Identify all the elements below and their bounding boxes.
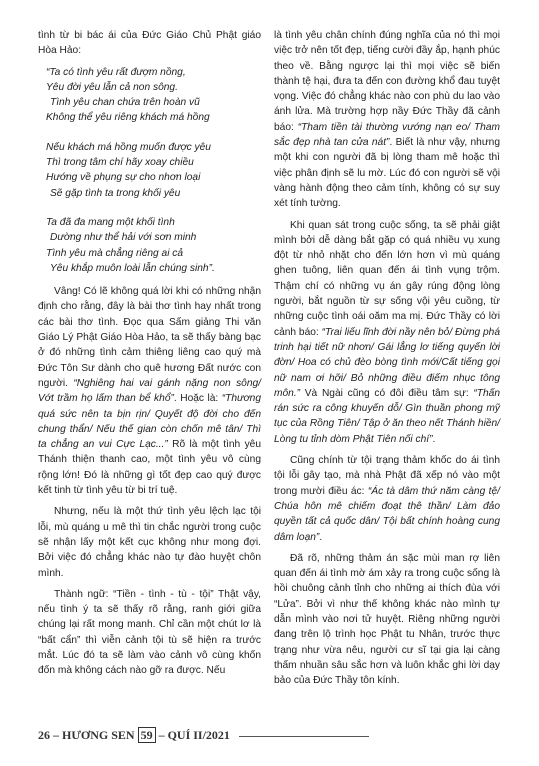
quote-text: “Ác tà dâm thứ năm càng tệ/ Chúa hôn mê chiếm đoạt thê thần/ Làm đảo quyền tất cả quốc dân/ Tội bất chính hoàng cung dâm loạn”: [274, 485, 500, 543]
text-run: Vâng! Có lẽ không quá lời khi có những nhận định cho rằng, đây là bài thơ tình hay nhất trong các bài thơ tình. Đọc qua Sấm giảng Thi văn Giáo Lý Phật Giáo Hòa Hảo, ta sẽ thấy bàng bạc ở đó những tình cảm thiêng liêng cao quý mà Đức Tôn Sư dành cho quê hương Đất nước con người.: [38, 286, 261, 389]
separator: –: [158, 728, 165, 742]
poem-line: Ta đã đa mang một khối tình: [46, 216, 175, 228]
paragraph: Đã rõ, những thảm án sặc mùi man rợ liên quan đến ái tình mờ ám xảy ra trong cuộc sống là hồi chuông cảnh tỉnh cho những ai thích đùa với “Lửa”. Bởi vì như thế không khác nào mình tự dẫn mình vào nơi tử huyệt. Riêng những người đang trên lộ trình học Phật tu Nhân, trước thực trạng như vừa nêu, người cư sĩ tại gia lại càng thấm nhuần sâu sắc hơn và luôn khắc ghi lời dạy bảo của Đức Thầy tôn kính.: [274, 552, 500, 687]
intro-paragraph: tình từ bi bác ái của Đức Giáo Chủ Phật giáo Hòa Hảo:: [38, 30, 261, 57]
text-run: . Biết là như vậy, nhưng một khi con người đã bị lòng tham mê hoặc thì việc phân định sẽ lu mờ. Lúc đó con người sẽ vội vàng hành động theo cảm tính, không có sự suy xét tính tường.: [274, 137, 500, 210]
poem-line: Dường như thể hải với sơn minh: [50, 232, 197, 244]
text-run: Cũng chính từ tội trạng thảm khốc do ái tình tội lỗi gây tạo, mà nhà Phật đã xếp nó vào một trong mười điều ác:: [274, 455, 500, 497]
quote-text: “Tham tiền tài thường vướng nạn eo/ Tham sắc đẹp nhà tan cửa nát”: [274, 121, 500, 149]
poem-line: “Ta có tình yêu rất đượm nồng,: [46, 66, 186, 78]
page-number: 26: [38, 728, 50, 742]
stanza-gap: [38, 201, 261, 215]
footer-rule: [239, 736, 369, 737]
paragraph: Thành ngữ: “Tiền - tình - tù - tội” Thật vậy, nếu tình ý ta sẽ thấy rõ rằng, ranh giới giữa chúng lại rất mong manh. Chỉ cần một chút lơ là “bất cẩn” thì viễn cảnh tội tù sẽ hiện ra trước mắt. Lúc đó ta sẽ làm vào cảnh vô cùng khốn đốn mà không cách nào gỡ ra được. Nếu: [38, 588, 261, 677]
quote-text: “Nghiêng hai vai gánh nặng non sông/ Vớt trầm họ lấm than bể khổ”: [38, 377, 261, 405]
text-run: . Hoặc là:: [173, 393, 222, 405]
paragraph: [38, 284, 261, 498]
text-run: .: [319, 531, 323, 543]
paragraph: Nhưng, nếu là một thứ tình yêu lệch lạc tội lỗi, mù quáng u mê thì tin chắc người trong cuộc sẽ nhận lấy một kết cục không như mong đợi. Bởi việc đó chẳng khác nào tự đào huyệt chôn mình.: [38, 506, 261, 579]
paragraph: [274, 28, 500, 212]
poem-line: Yêu khắp muôn loài lẫn chúng sinh”.: [50, 262, 215, 274]
poem-line: Yêu đời yêu lẫn cả non sông.: [46, 81, 178, 93]
left-column: [38, 28, 261, 685]
issue-number: 59: [138, 727, 156, 743]
paragraph: [274, 218, 500, 447]
text-run: Khi quan sát trong cuộc sống, ta sẽ phải giật mình bởi dễ dàng bắt gặp có quá nhiều vụ xung đột từ nhỏ nhặt cho đến lớn hơn vì mù quáng ghen tuông, liên quan đến ái tình vụng trộm. Thậm chí có những vụ án gây rúng động lòng người, bắt nguồn từ sự sống vội yêu cuồng, từ những cuộc tình oái oăm ma mị. Đức Thầy có lời cảnh báo:: [274, 219, 500, 338]
magazine-name: HƯƠNG SEN: [62, 728, 135, 742]
text-run: Và Ngài cũng có đôi điều tâm sự:: [300, 387, 474, 399]
quote-text: “Thương quá sức nên ta bịn rịn/ Quyết độ đời cho đến chung thẩn/ Nếu thế gian còn chốn mê tân/ Thì ta chẳng an vui Cực Lạc...”: [38, 393, 261, 451]
stanza-gap: [38, 126, 261, 140]
text-run: Rõ là một tình yêu Thánh thiện thanh cao, một tình yêu vô cùng rộng lớn! Đó là những gì tốt đẹp cao quý được kết tinh từ tình yêu từ bi trí tuệ.: [38, 439, 261, 497]
poem-line: Tình yêu mà chẳng riêng ai cả: [46, 247, 184, 259]
poem-line: Tình yêu chan chứa trên hoàn vũ: [50, 97, 200, 109]
text-run: .: [432, 433, 436, 445]
poem-line: Không thể yêu riêng khách má hồng: [46, 112, 210, 124]
text-run: là tình yêu chân chính đúng nghĩa của nó thì mọi việc trở nên tốt đẹp, tiếng cười đầy ắp, hạnh phúc theo về. Bằng ngược lại thì mọi việc sẽ biến thành tệ hại, đưa ta đến con đường khổ đau tuyệt vọng. Việc đó chẳng khác nào con phù du lao vào ánh lửa. Mà trường hợp nầy Đức Thầy đã cảnh báo:: [274, 30, 500, 133]
poem-line: Thì trong tâm chí hãy xoay chiều: [46, 157, 194, 169]
poem-line: Hướng về phụng sự cho nhơn loại: [46, 172, 201, 184]
separator: –: [53, 728, 59, 742]
issue-quarter: QUÍ II/2021: [167, 728, 230, 742]
right-column: [274, 28, 500, 694]
poem-line: Sẽ gặp tình ta trong khối yêu: [50, 187, 181, 199]
quote-text: “Thấn rán sức ra công khuyến dỗ/ Gìn thuần phong mỹ tục của Rồng Tiên/ Tập ở ăn theo nết Thánh hiền/ Lòng tu tỉnh dòm Phật Tiên nối chí”: [274, 387, 500, 445]
quote-text: “Trai liếu lĩnh đời nầy nên bỏ/ Đừng phá trinh hại tiết nữ nhơn/ Gái lẳng lơ tiếng quyến lời đờn/ Hoa có chủ đèo bòng tình mới/Cất tiếng gọi nữ nam ơi hỡi/ Bỏ những điều điếm nhục tông môn.”: [274, 326, 500, 399]
poem: [38, 65, 261, 277]
paragraph: [274, 453, 500, 545]
page-footer: [38, 727, 369, 743]
poem-line: Nếu khách má hồng muốn được yêu: [46, 141, 211, 153]
